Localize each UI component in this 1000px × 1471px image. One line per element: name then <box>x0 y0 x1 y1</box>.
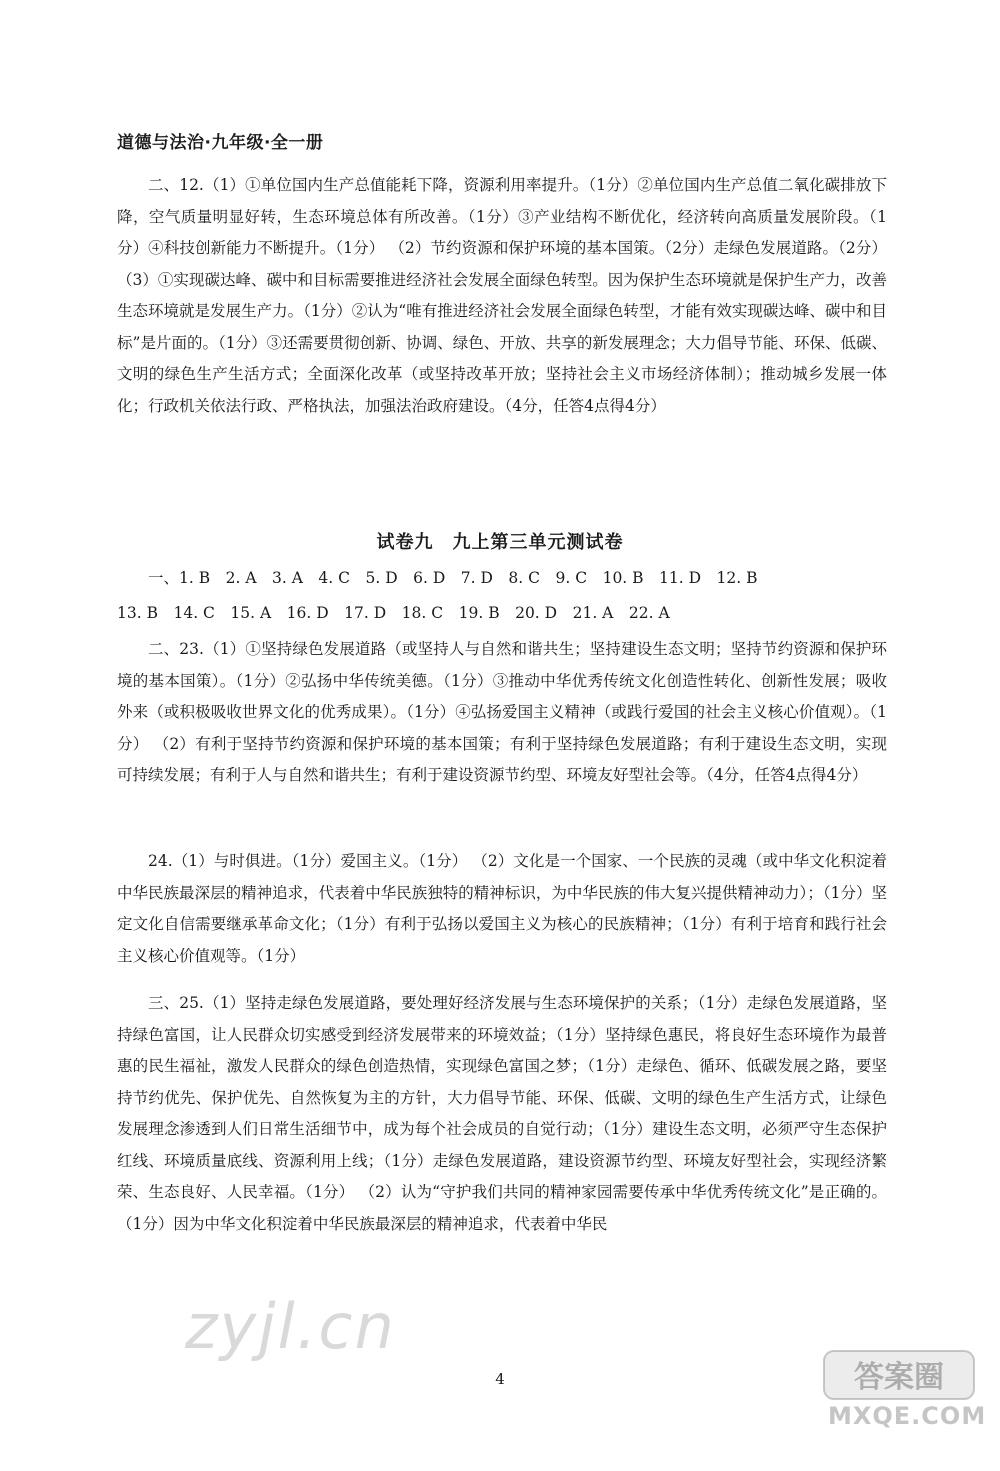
section-title: 试卷九 九上第三单元测试卷 <box>376 532 624 553</box>
mc-answers-line-1: 一、1. B 2. A 3. A 4. C 5. D 6. D 7. D 8. C 9. C 10. B 11. D 12. B <box>148 569 758 587</box>
watermark-zyjl: zyjl.cn <box>185 1290 396 1363</box>
question-12-answer: 二、12.（1）①单位国内生产总值能耗下降，资源利用率提升。（1分）②单位国内生产总值二氧化碳排放下降，空气质量明显好转，生态环境总体有所改善。（1分）③产业结构不断优化，经济转向高质量发展阶段。（1分）④科技创新能力不断提升。（1分） （2）节约资源和保护环境的基本国策。（2分）走绿色发展道路。（2分） （3）①实现碳达峰、碳中和目标需要推进经济社会发展全面绿色转型。因为保护生态环境就是保护生产力，改善生态环境就是发展生产力。（1分）②认为“唯有推进经济社会发展全面绿色转型，才能有效实现碳达峰、碳中和目标”是片面的。（1分）③还需要贯彻创新、协调、绿色、开放、共享的新发展理念；大力倡导节能、环保、低碳、文明的绿色生产生活方式；全面深化改革（或坚持改革开放；坚持社会主义市场经济体制）；推动城乡发展一体化；行政机关依法行政、严格执法，加强法治政府建设。（4分，任答4点得4分） <box>117 176 887 415</box>
watermark-mxqe: MXQE.COM <box>828 1402 987 1430</box>
logo-text: 答案圈 <box>854 1360 944 1395</box>
question-25-answer: 三、25.（1）坚持走绿色发展道路，要处理好经济发展与生态环境保护的关系；（1分）走绿色发展道路，坚持绿色富国，让人民群众切实感受到经济发展带来的环境效益；（1分）坚持绿色惠民，将良好生态环境作为最普惠的民生福祉，激发人民群众的绿色创造热情，实现绿色富国之梦；（1分）走绿色、循环、低碳发展之路，要坚持节约优先、保护优先、自然恢复为主的方针，大力倡导节能、环保、低碳、文明的绿色生产生活方式，让绿色发展理念渗透到人们日常生活细节中，成为每个社会成员的自觉行动；（1分）建设生态文明，必须严守生态保护红线、环境质量底线、资源利用上线；（1分）走绿色发展道路，建设资源节约型、环境友好型社会，实现经济繁荣、生态良好、人民幸福。（1分） （2）认为“守护我们共同的精神家园需要传承中华优秀传统文化”是正确的。（1分）因为中华文化积淀着中华民族最深层的精神追求，代表着中华民 <box>117 994 887 1233</box>
page-number: 4 <box>495 1370 505 1388</box>
page-header: 道德与法治·九年级·全一册 <box>117 133 324 153</box>
mc-answers-line-2: 13. B 14. C 15. A 16. D 17. D 18. C 19. B 20. D 21. A 22. A <box>117 604 670 622</box>
question-24-answer: 24.（1）与时俱进。（1分）爱国主义。（1分） （2）文化是一个国家、一个民族的灵魂（或中华文化积淀着中华民族最深层的精神追求，代表着中华民族独特的精神标识，为中华民族的伟大复兴提供精神动力）；（1分）坚定文化自信需要继承革命文化；（1分）有利于弘扬以爱国主义为核心的民族精神；（1分）有利于培育和践行社会主义核心价值观等。（1分） <box>117 852 887 965</box>
answer-logo <box>822 1347 977 1403</box>
question-23-answer: 二、23.（1）①坚持绿色发展道路（或坚持人与自然和谐共生；坚持建设生态文明；坚持节约资源和保护环境的基本国策）。（1分）②弘扬中华传统美德。（1分）③推动中华优秀传统文化创造性转化、创新性发展；吸收外来（或积极吸收世界文化的优秀成果）。（1分）④弘扬爱国主义精神（或践行爱国的社会主义核心价值观）。（1分） （2）有利于坚持节约资源和保护环境的基本国策；有利于坚持绿色发展道路；有利于建设生态文明，实现可持续发展；有利于人与自然和谐共生；有利于建设资源节约型、环境友好型社会等。（4分，任答4点得4分） <box>117 640 887 784</box>
